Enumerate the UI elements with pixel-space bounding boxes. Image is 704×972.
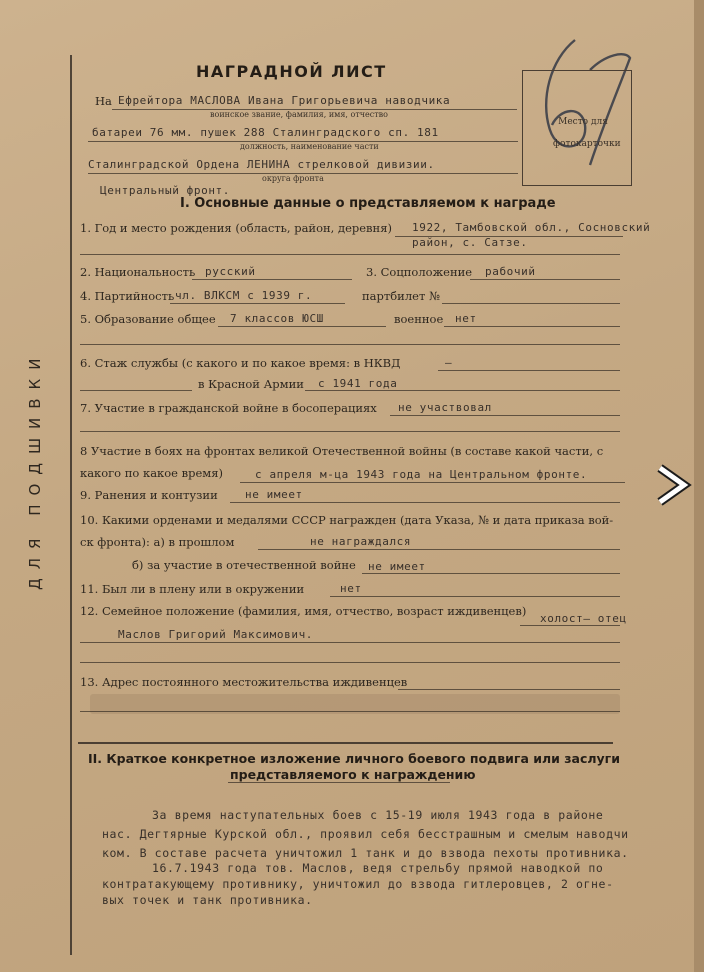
q6-value: – [445, 356, 453, 369]
chevron-right-icon[interactable] [654, 464, 694, 506]
q5-value: 7 классов ЮСШ [230, 312, 324, 325]
q12-value: холост– отец [540, 612, 627, 625]
photo-placeholder-box [522, 70, 632, 186]
q7-value: не участвовал [398, 401, 492, 414]
q2-label: 2. Национальность [80, 265, 196, 279]
narrative-line: нас. Дегтярные Курской обл., проявил себя бесстрашным и смелым наводчи [102, 827, 629, 841]
q10-value: не награждался [310, 535, 412, 548]
q6b-value: с 1941 года [318, 377, 398, 390]
q10-label: 10. Какими орденами и медалями СССР награжден (дата Указа, № и дата приказа вой- [80, 513, 614, 527]
photo-placeholder-label: Место для фотокарточки [553, 117, 621, 149]
caption-name: воинское звание, фамилия, имя, отчество [210, 110, 388, 119]
q1-value-2: район, с. Сатзе. [412, 236, 528, 249]
q10b-label: б) за участие в отечественной войне [132, 558, 356, 572]
form-title: НАГРАДНОЙ ЛИСТ [196, 62, 387, 81]
header-unit: батареи 76 мм. пушек 288 Сталинградского сп. 181 [92, 126, 439, 139]
caption-front: округа фронта [262, 174, 324, 183]
q4b-label: партбилет № [362, 289, 440, 303]
section-2-title: II. Краткое конкретное изложение личного боевого подвига или заслуги [88, 751, 620, 766]
q11-label: 11. Был ли в плену или в окружении [80, 582, 305, 596]
q3-value: рабочий [485, 265, 536, 278]
narrative-line: 16.7.1943 года тов. Маслов, ведя стрельбу прямой наводкой по [152, 861, 604, 875]
q5b-value: нет [455, 312, 477, 325]
section-2-title-2: представляемого к награждению [230, 767, 476, 782]
q1-value: 1922, Тамбовской обл., Сосновский [412, 221, 651, 234]
narrative-line: контратакующему противнику, уничтожил до взвода гитлеровцев, 2 огне- [102, 877, 614, 891]
narrative-line: ком. В составе расчета уничтожил 1 танк и до взвода пехоты противника. [102, 846, 629, 860]
q7-label: 7. Участие в гражданской войне в босоперациях [80, 401, 377, 415]
q5b-label: военное [394, 312, 444, 326]
page-edge [694, 0, 704, 972]
q6-label: 6. Стаж службы (с какого и по какое время: в НКВД [80, 356, 401, 370]
q10-label-2: ск фронта): а) в прошлом [80, 535, 235, 549]
q12-label: 12. Семейное положение (фамилия, имя, отчество, возраст иждивенцев) [80, 604, 527, 618]
section-1-title: I. Основные данные о представляемом к награде [180, 196, 556, 211]
q4-label: 4. Партийность [80, 289, 175, 303]
header-person: Ефрейтора МАСЛОВА Ивана Григорьевича наводчика [118, 94, 451, 107]
q9-value: не имеет [245, 488, 303, 501]
q11-value: нет [340, 582, 362, 595]
q8-label: 8 Участие в боях на фронтах великой Отечественной войны (в составе какой части, с [80, 444, 604, 458]
q10b-value: не имеет [368, 560, 426, 573]
narrative-line: вых точек и танк противника. [102, 893, 313, 907]
header-division: Сталинградской Ордена ЛЕНИНА стрелковой дивизии. [88, 158, 435, 171]
q2-value: русский [205, 265, 256, 278]
q3-label: 3. Соцположение [366, 265, 473, 279]
binding-margin-label: ДЛЯ ПОДШИВКИ [26, 349, 44, 590]
q4-value: чл. ВЛКСМ с 1939 г. [175, 289, 313, 302]
q9-label: 9. Ранения и контузии [80, 488, 218, 502]
header-front: Центральный фронт. [100, 184, 231, 197]
q8-value: с апреля м-ца 1943 года на Центральном фронте. [255, 468, 588, 481]
binding-margin-line [70, 55, 72, 955]
q13-label: 13. Адрес постоянного местожительства иждивенцев [80, 675, 408, 689]
caption-unit: должность, наименование части [240, 142, 379, 151]
q6b-label: в Красной Армии [198, 377, 304, 391]
narrative-line: За время наступательных боев с 15-19 июля 1943 года в районе [152, 808, 604, 822]
q8-label-2: какого по какое время) [80, 466, 223, 480]
q5-label: 5. Образование общее [80, 312, 216, 326]
header-na: На [95, 94, 112, 108]
q12-value-2: Маслов Григорий Максимович. [118, 628, 314, 641]
q1-label: 1. Год и место рождения (область, район, деревня) [80, 221, 392, 235]
